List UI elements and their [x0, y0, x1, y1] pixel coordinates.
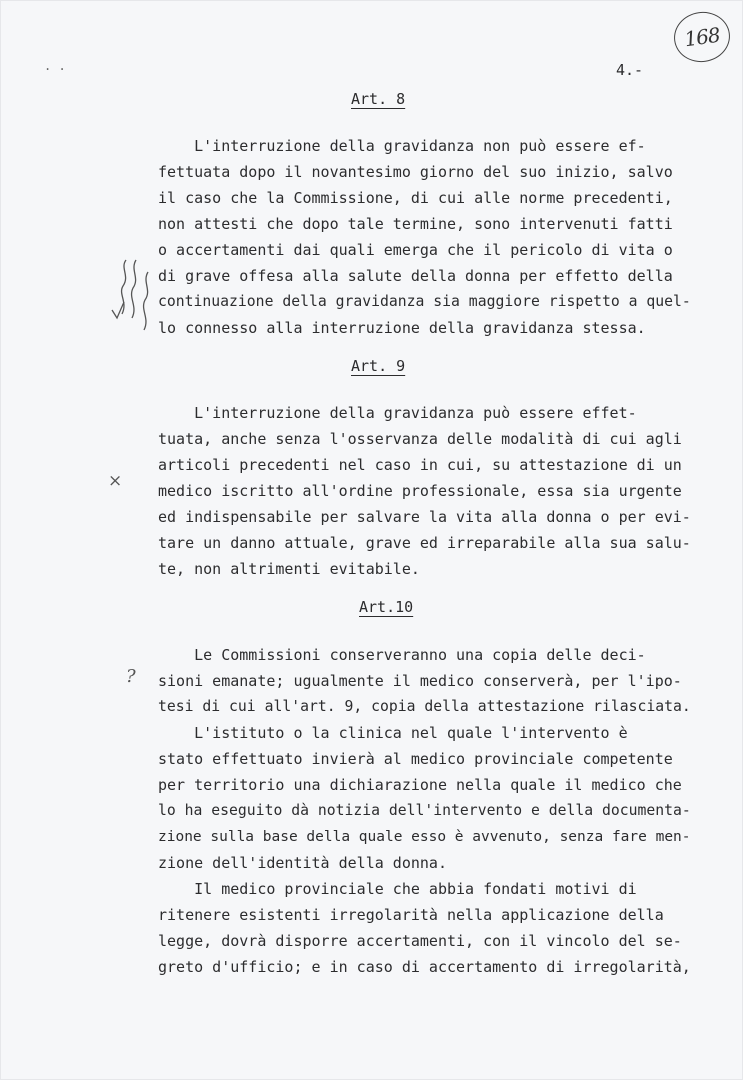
article-10-line: sioni emanate; ugualmente il medico conserverà, per l'ipo-: [158, 672, 682, 690]
article-10-line: lo ha eseguito dà notizia dell'intervento e della documenta-: [158, 802, 691, 819]
article-8-line: il caso che la Commissione, di cui alle norme precedenti,: [158, 189, 673, 207]
article-10-line: stato effettuato invierà al medico provinciale competente: [158, 750, 673, 768]
article-9-line: te, non altrimenti evitabile.: [158, 560, 420, 578]
article-10-line: Le Commissioni conserveranno una copia delle deci-: [158, 646, 646, 664]
article-8-line: o accertamenti dai quali emerga che il pericolo di vita o: [158, 241, 673, 259]
article-8-line: continuazione della gravidanza sia maggiore rispetto a quel-: [158, 293, 691, 310]
article-10-line: tesi di cui all'art. 9, copia della attestazione rilasciata.: [158, 698, 691, 715]
margin-question-mark: ?: [126, 666, 136, 687]
article-9-line: L'interruzione della gravidanza può essere effet-: [158, 404, 637, 422]
article-9-heading: Art. 9: [351, 357, 406, 375]
page-specks: . .: [44, 59, 66, 73]
article-10-line: zione sulla base della quale esso è avvenuto, senza fare men-: [158, 829, 691, 845]
article-10-line: ritenere esistenti irregolarità nella applicazione della: [158, 906, 664, 924]
article-9-line: tare un danno attuale, grave ed irreparabile alla sua salu-: [158, 534, 691, 552]
article-9-line: ed indispensabile per salvare la vita alla donna o per evi-: [158, 508, 691, 526]
margin-cross-mark: ×: [108, 471, 123, 491]
article-8-line: di grave offesa alla salute della donna per effetto della: [158, 267, 673, 285]
article-8-line: fettuata dopo il novantesimo giorno del suo inizio, salvo: [158, 163, 673, 181]
article-10-line: greto d'ufficio; e in caso di accertamento di irregolarità,: [158, 958, 691, 976]
article-10-line: L'istituto o la clinica nel quale l'intervento è: [158, 724, 628, 742]
article-8-heading: Art. 8: [351, 90, 406, 108]
article-9-line: medico iscritto all'ordine professionale, essa sia urgente: [158, 482, 682, 500]
page-number: 4.-: [616, 61, 644, 79]
article-10-line: zione dell'identità della donna.: [158, 854, 447, 872]
article-9-line: tuata, anche senza l'osservanza delle modalità di cui agli: [158, 430, 682, 448]
article-8-line: L'interruzione della gravidanza non può essere ef-: [158, 137, 646, 155]
folio-stamp: 168: [671, 8, 733, 65]
article-10-line: legge, dovrà disporre accertamenti, con il vincolo del se-: [158, 932, 682, 950]
article-10-heading: Art.10: [359, 598, 414, 616]
article-8-line: non attesti che dopo tale termine, sono intervenuti fatti: [158, 215, 673, 233]
margin-brace-mark: [108, 258, 158, 338]
article-10-line: per territorio una dichiarazione nella quale il medico che: [158, 776, 682, 794]
article-8-line: lo connesso alla interruzione della gravidanza stessa.: [158, 319, 646, 337]
article-9-line: articoli precedenti nel caso in cui, su attestazione di un: [158, 456, 682, 474]
article-10-line: Il medico provinciale che abbia fondati motivi di: [158, 880, 637, 898]
